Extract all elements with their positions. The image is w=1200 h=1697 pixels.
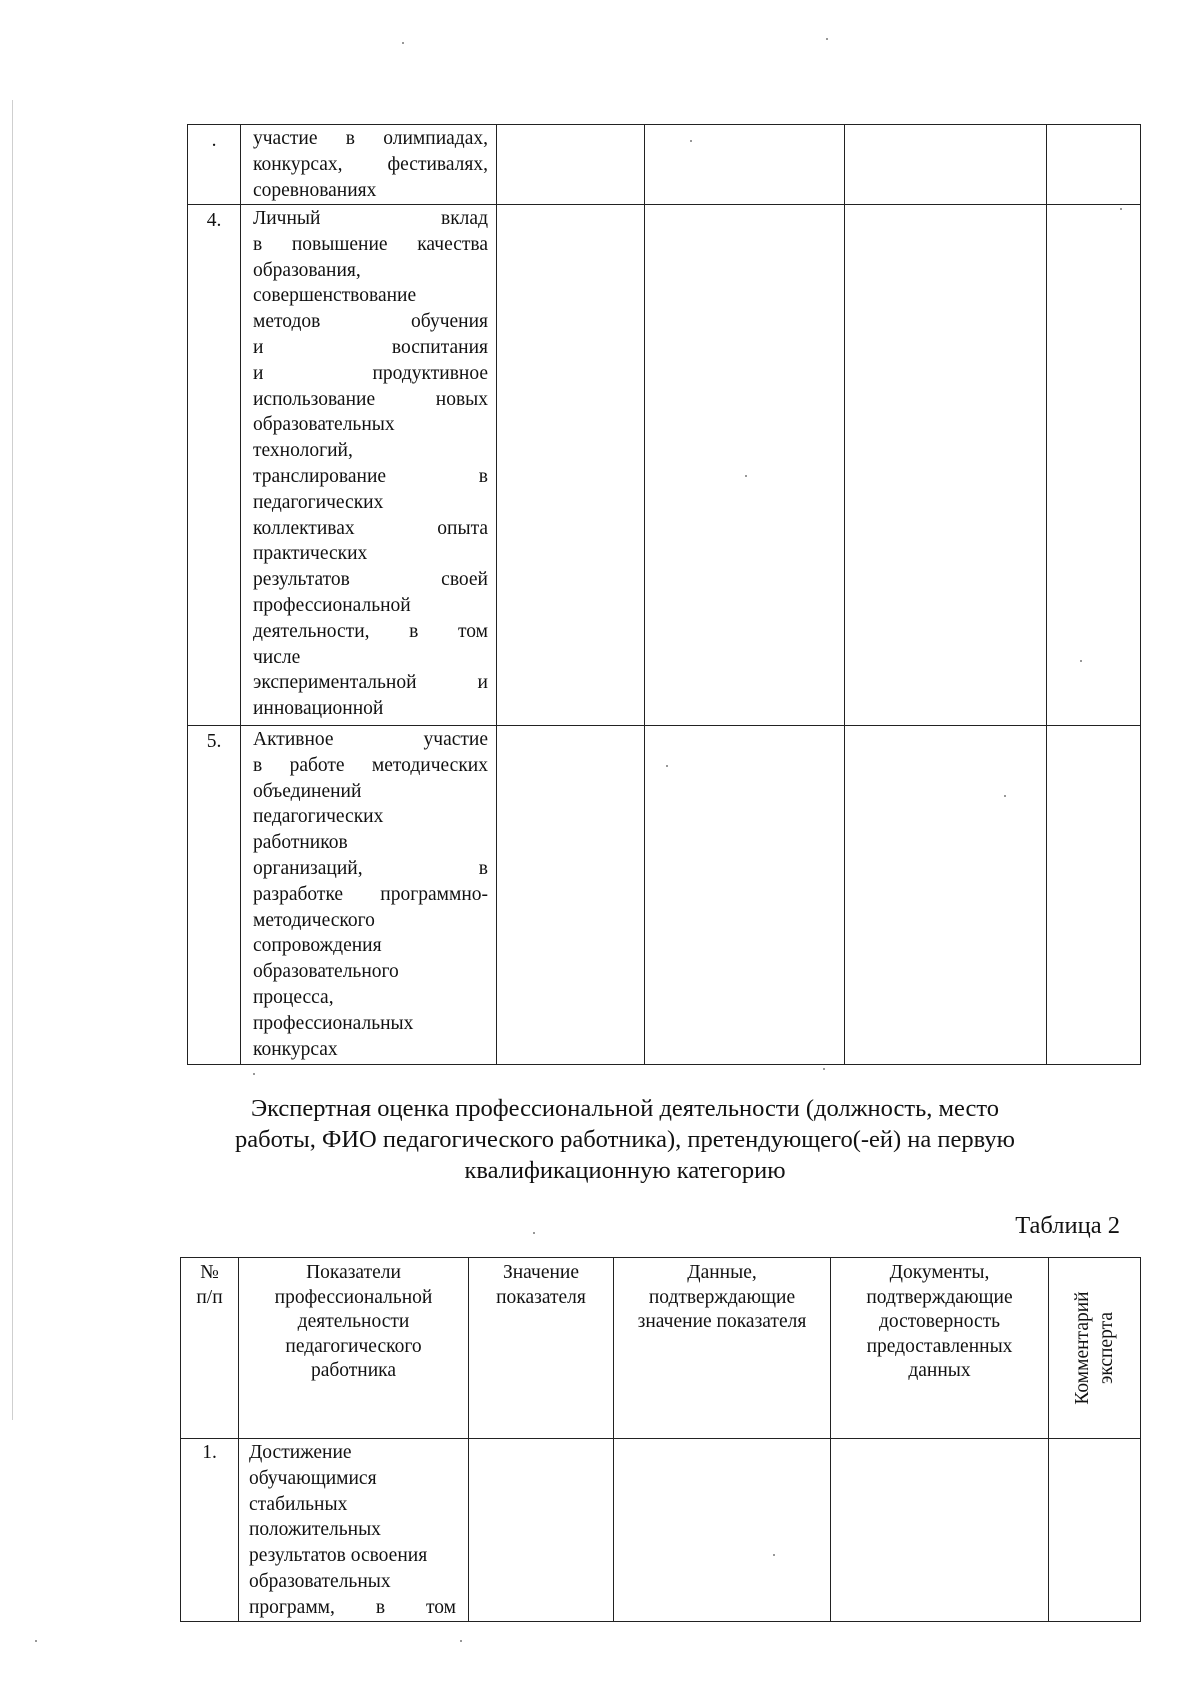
header-documents: Документы, подтверждающие достоверность предоставленных данных <box>831 1258 1049 1439</box>
scan-speck <box>773 1554 775 1556</box>
scan-speck <box>823 1068 825 1070</box>
section-heading <box>150 1093 1100 1186</box>
heading-line: работы, ФИО педагогического работника), претендующего(-ей) на первую <box>235 1126 1015 1153</box>
scan-speck <box>402 42 404 44</box>
table-row <box>188 726 1141 1065</box>
row-number: 5. <box>188 726 241 1065</box>
scan-speck <box>666 765 668 767</box>
scan-speck <box>253 1073 255 1075</box>
indicator-cell: участие в олимпиадах, конкурсах, фестивалях, соревнованиях <box>241 125 497 205</box>
table-header-row <box>181 1258 1141 1439</box>
documents-cell <box>831 1439 1049 1622</box>
scan-speck <box>35 1640 37 1642</box>
header-data: Данные, подтверждающие значение показателя <box>614 1258 831 1439</box>
row-number: . <box>188 125 241 205</box>
scan-page-edge <box>12 100 13 1420</box>
comment-cell <box>1049 1439 1141 1622</box>
indicator-cell: Активное участие в работе методических объединений педагогических работников организаций, в разработке программно- методического сопровождения образовательного процесса, профессиональных конкурсах <box>241 726 497 1065</box>
scan-speck <box>826 38 828 40</box>
expert-assessment-table <box>180 1257 1141 1622</box>
value-cell <box>497 205 645 726</box>
header-value: Значение показателя <box>469 1258 614 1439</box>
indicator-cell: Достижение обучающимися стабильных положительных результатов освоения образовательных программ, в том <box>239 1439 469 1622</box>
scan-speck <box>460 1640 462 1642</box>
row-number: 1. <box>181 1439 239 1622</box>
data-cell <box>614 1439 831 1622</box>
scan-speck <box>1120 208 1122 210</box>
scan-speck <box>690 140 692 142</box>
data-cell <box>645 125 845 205</box>
data-cell <box>645 726 845 1065</box>
row-number: 4. <box>188 205 241 726</box>
comment-cell <box>1047 726 1141 1065</box>
value-cell <box>497 726 645 1065</box>
scan-speck <box>533 1232 535 1234</box>
data-cell <box>645 205 845 726</box>
header-num: № п/п <box>181 1258 239 1439</box>
indicator-cell: Личный вклад в повышение качества образования, совершенствование методов обучения и воспитания и продуктивное использование новых образовательных технологий, транслирование в педагогических коллективах опыта практических результатов своей профессиональной деятельности, в том числе экспериментальной и инновационной <box>241 205 497 726</box>
comment-cell <box>1047 205 1141 726</box>
comment-cell <box>1047 125 1141 205</box>
heading-line: Экспертная оценка профессиональной деятельности (должность, место <box>250 1095 1000 1122</box>
table-label: Таблица 2 <box>1015 1212 1120 1239</box>
scan-speck <box>1080 660 1082 662</box>
scan-speck <box>1004 795 1006 797</box>
scan-speck <box>745 475 747 477</box>
documents-cell <box>845 205 1047 726</box>
table-row <box>181 1439 1141 1622</box>
heading-line: квалификационную категорию <box>464 1157 786 1184</box>
header-indicators: Показатели профессиональной деятельности педагогического работника <box>239 1258 469 1439</box>
value-cell <box>497 125 645 205</box>
value-cell <box>469 1439 614 1622</box>
indicators-table-continued <box>187 124 1141 1065</box>
table-row <box>188 125 1141 205</box>
header-comment: Комментарий эксперта <box>1049 1258 1141 1439</box>
table-row <box>188 205 1141 726</box>
documents-cell <box>845 726 1047 1065</box>
documents-cell <box>845 125 1047 205</box>
